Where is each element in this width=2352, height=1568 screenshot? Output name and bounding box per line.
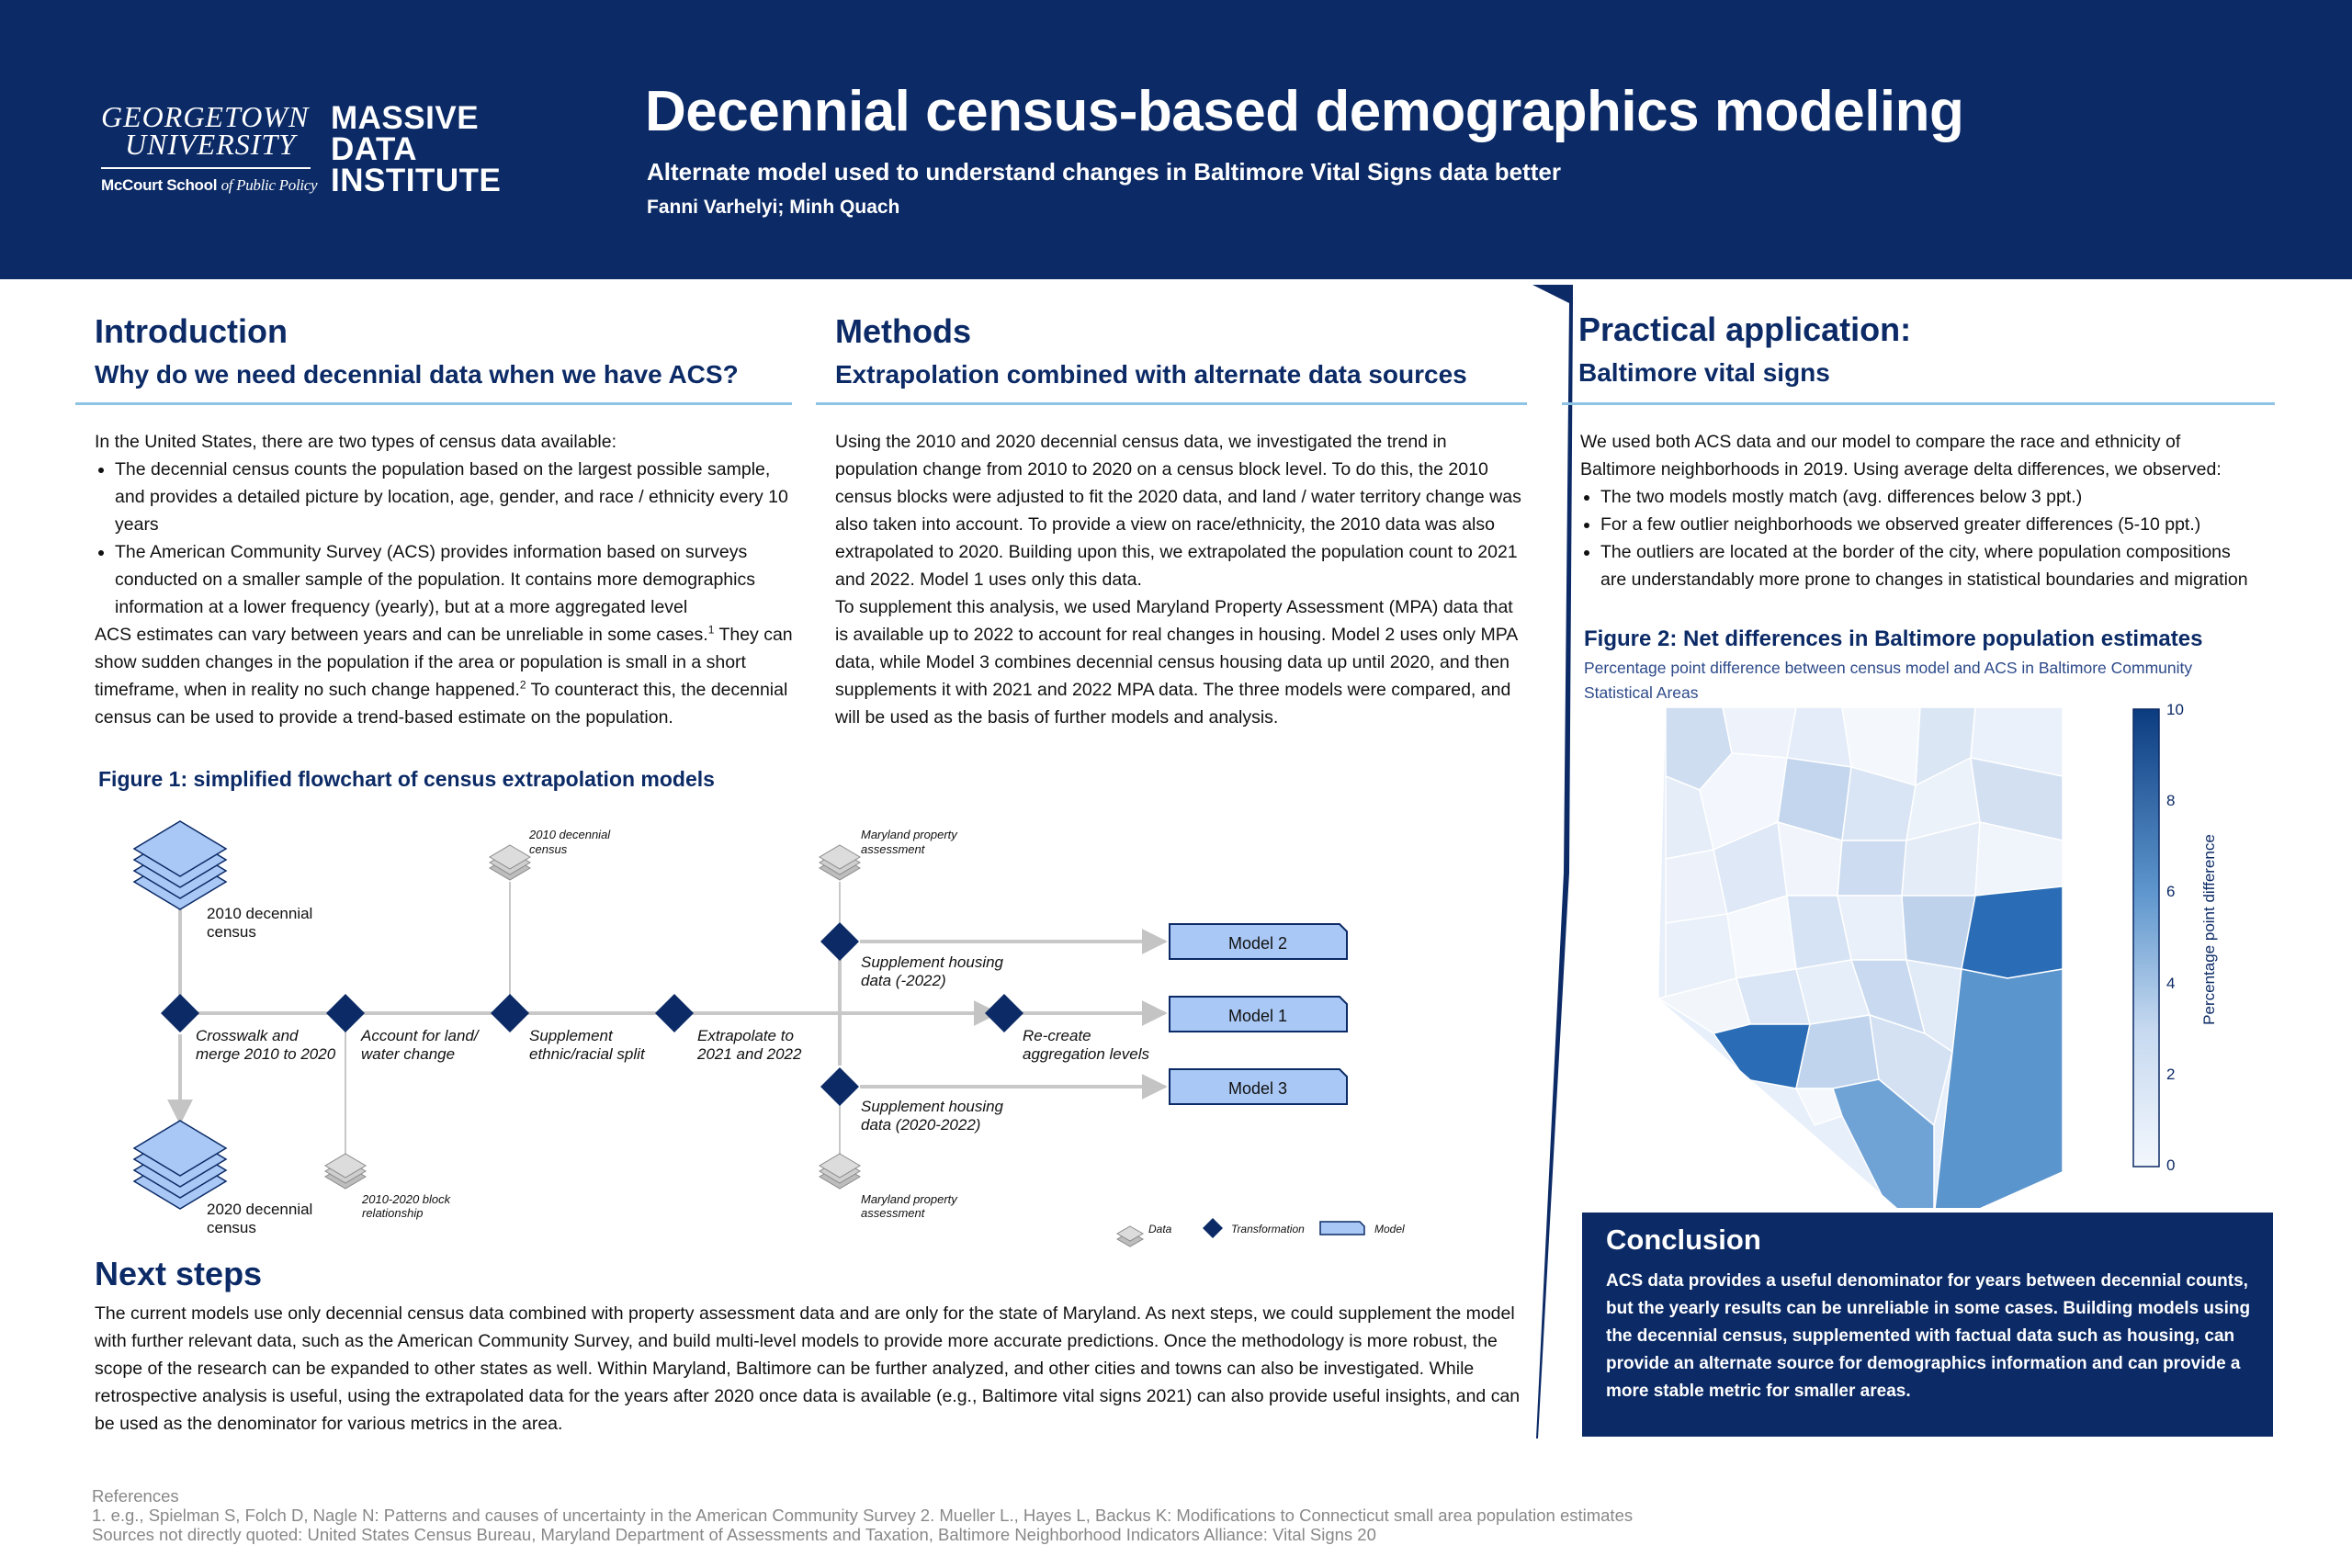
- map-region: [1838, 840, 1906, 896]
- practical-subheading: Baltimore vital signs: [1578, 358, 1830, 387]
- flow-label: 2010 decennial: [207, 905, 313, 922]
- flow-label: water change: [361, 1045, 456, 1063]
- logo-text: INSTITUTE: [331, 163, 502, 198]
- logo-text: UNIVERSITY: [125, 128, 296, 161]
- logo-school-suffix: of Public Policy: [220, 176, 318, 194]
- logo-text: GEORGETOWN: [101, 100, 310, 133]
- intro-heading: Introduction: [95, 312, 288, 350]
- footnote-ref: 1: [707, 623, 715, 637]
- model-3-box: [1170, 1069, 1347, 1104]
- logo-text: DATA: [331, 131, 418, 167]
- logo-school-name: McCourt School: [101, 176, 218, 194]
- list-item: • For a few outlier neighborhoods we observed greater differences (5-10 ppt.): [1600, 511, 2260, 538]
- flow-label: ethnic/racial split: [529, 1045, 645, 1063]
- legend-model-icon: [1320, 1222, 1364, 1235]
- crosswalk-diamond-icon: [161, 994, 199, 1032]
- flow-label: 2021 and 2022: [697, 1045, 802, 1063]
- list-item: • The outliers are located at the border of the city, where population compositions are understandably more prone to changes in statistical boundaries and migration: [1600, 538, 2260, 593]
- flow-label: relationship: [362, 1206, 424, 1220]
- model-label: Model 3: [1227, 1079, 1288, 1098]
- flow-label: 2020 decennial: [207, 1201, 313, 1218]
- colorbar-tick: 10: [2166, 701, 2184, 718]
- supp-housing-bottom-diamond-icon: [820, 1067, 859, 1106]
- land-water-diamond-icon: [326, 994, 365, 1032]
- colorbar: [2122, 698, 2233, 1185]
- model-label: Model 2: [1227, 934, 1288, 953]
- flow-label: Re-create: [1023, 1027, 1091, 1044]
- methods-heading: Methods: [835, 312, 971, 350]
- flow-label: data (2020-2022): [861, 1116, 981, 1134]
- colorbar-tick: 0: [2166, 1156, 2176, 1174]
- flow-label: assessment: [861, 842, 925, 856]
- footnote-ref: 2: [519, 678, 526, 692]
- logo-text: MASSIVE: [331, 100, 480, 136]
- intro-text: They can show sudden changes in the population if the area or population is small in a short timeframe, when in reality no such change happened.: [95, 625, 793, 700]
- practical-body: [1580, 428, 2260, 593]
- flow-label: 2010 decennial: [529, 828, 611, 841]
- census-2010-data-icon: [490, 845, 530, 880]
- intro-text: ACS estimates can vary between years and can be unreliable in some cases.: [95, 625, 708, 645]
- mpa-bottom-data-icon: [820, 1154, 860, 1189]
- flow-label: merge 2010 to 2020: [196, 1045, 336, 1063]
- next-steps-text: The current models use only decennial census data combined with property assessment data and are only for the state of Maryland. As next steps, we could supplement the model with further relevant data, such as the American Community Survey, and build multi-level models to provide more accurate predictions. Once the methodology is more robust, the scope of the research can be expanded to other states as well. Within Maryland, Baltimore can be further analyzed, and other cities and towns can also be investigated. While retrospective analysis is useful, using the extrapolated data for the years after 2020 once data is available (e.g., Baltimore vital signs 2021) can also provide useful insights, and can be used as the denominator for various metrics in the area.: [95, 1303, 1521, 1434]
- practical-rule: [1562, 402, 2275, 405]
- map-region-outlier: [1962, 886, 2063, 978]
- next-steps-heading: Next steps: [95, 1255, 263, 1292]
- figure2-subtitle: Percentage point difference between census model and ACS in Baltimore Community Statistical Areas: [1584, 659, 2193, 702]
- figure2-title: Figure 2: Net differences in Baltimore population estimates: [1584, 626, 2203, 651]
- flow-label: census: [207, 923, 256, 941]
- legend-label: Model: [1374, 1223, 1405, 1235]
- reference-line: Sources not directly quoted: United States Census Bureau, Maryland Department of Assessments and Taxation, Baltimore Neighborhood Indicators Alliance: Vital Signs 20: [92, 1525, 1376, 1544]
- flow-label: Supplement: [529, 1027, 613, 1044]
- practical-heading: Practical application:: [1578, 310, 1912, 348]
- intro-text: To counteract this, the decennial census can be used to provide a trend-based estimate on the population.: [95, 680, 788, 728]
- map-region: [1723, 707, 1796, 758]
- intro-subheading: Why do we need decennial data when we have ACS?: [95, 360, 739, 389]
- model-1-box: [1170, 997, 1347, 1032]
- flow-label: Maryland property: [861, 1192, 957, 1206]
- references-label: References: [92, 1486, 179, 1506]
- poster-authors: Fanni Varhelyi; Minh Quach: [647, 197, 900, 218]
- flow-label: Extrapolate to: [697, 1027, 794, 1044]
- supplement-ethnic-diamond-icon: [491, 994, 529, 1032]
- legend-transformation-icon: [1203, 1218, 1223, 1238]
- next-steps-body: [95, 1300, 1528, 1438]
- map-region: [1787, 707, 1851, 767]
- colorbar-tick: 8: [2166, 792, 2176, 809]
- reference-line: 1. e.g., Spielman S, Folch D, Nagle N: Patterns and causes of uncertainty in the American Community Survey 2. Mueller L., Hayes L, Backus K: Modifications to Connecticut small area population estimates: [92, 1506, 1634, 1525]
- methods-paragraph: Using the 2010 and 2020 decennial census data, we investigated the trend in population change from 2010 to 2020 on a census block level. To do this, the 2010 census blocks were adjusted to fit the 2020 data, and land / water territory change was also taken into account. To provide a view on race/ethnicity, the 2010 data was also extrapolated to 2020. Building upon this, we extrapolated the population count to 2021 and 2022. Model 1 uses only this data.: [835, 432, 1521, 590]
- figure1-title: Figure 1: simplified flowchart of census extrapolation models: [98, 767, 715, 791]
- practical-bullets: [1580, 483, 2260, 593]
- list-item: • The two models mostly match (avg. differences below 3 ppt.): [1600, 483, 2260, 511]
- legend-label: Transformation: [1231, 1223, 1305, 1235]
- practical-lead: We used both ACS data and our model to compare the race and ethnicity of Baltimore neighborhoods in 2019. Using average delta differences, we observed:: [1580, 432, 2222, 479]
- flow-label: Crosswalk and: [196, 1027, 299, 1044]
- mpa-top-data-icon: [820, 845, 860, 880]
- colorbar-tick: 2: [2166, 1066, 2176, 1083]
- intro-lead: In the United States, there are two types of census data available:: [95, 432, 617, 452]
- poster-title: Decennial census-based demographics modeling: [645, 80, 1964, 143]
- flow-label: Maryland property: [861, 828, 957, 841]
- extrapolate-diamond-icon: [655, 994, 694, 1032]
- supp-housing-top-diamond-icon: [820, 922, 859, 961]
- references: [92, 1486, 1633, 1544]
- census-2010-stack-icon: [134, 821, 226, 909]
- methods-paragraph: To supplement this analysis, we used Maryland Property Assessment (MPA) data that is available up to 2022 to account for real changes in housing. Model 2 uses only MPA data, while Model 3 combines decennial census housing data up until 2020, and then supplements it with 2021 and 2022 MPA data. The three models were compared, and will be used as the basis of further models and analysis.: [835, 597, 1518, 728]
- legend-label: Data: [1148, 1223, 1172, 1235]
- model-2-box: [1170, 924, 1347, 959]
- flow-label: Supplement housing: [861, 953, 1004, 971]
- poster-subtitle: Alternate model used to understand changes in Baltimore Vital Signs data better: [647, 158, 1561, 186]
- baltimore-choropleth-map: [1658, 703, 2072, 1208]
- flow-label: assessment: [861, 1206, 925, 1220]
- flow-label: aggregation levels: [1023, 1045, 1149, 1063]
- flow-label: 2010-2020 block: [362, 1192, 451, 1206]
- flowchart-legend: [1117, 1218, 1405, 1247]
- list-item: • The American Community Survey (ACS) provides information based on surveys conducted on a smaller sample of the population. It contains more demographics information at a lower frequency (yearly), but at a more aggregated level: [115, 538, 793, 621]
- flow-label: census: [529, 842, 568, 856]
- census-2020-stack-icon: [134, 1121, 226, 1209]
- recreate-diamond-icon: [985, 994, 1023, 1032]
- column-divider: [1532, 285, 1575, 1442]
- list-item: • The decennial census counts the population based on the largest possible sample, and provides a detailed picture by location, age, gender, and race / ethnicity every 10 years: [115, 456, 793, 538]
- colorbar-tick: 6: [2166, 883, 2176, 900]
- legend-data-icon: [1117, 1226, 1143, 1247]
- flow-label: Supplement housing: [861, 1098, 1004, 1115]
- colorbar-gradient: [2133, 709, 2159, 1167]
- conclusion-heading: Conclusion: [1606, 1224, 1761, 1256]
- methods-subheading: Extrapolation combined with alternate data sources: [835, 360, 1467, 389]
- conclusion-box: [1582, 1213, 2273, 1437]
- colorbar-label: Percentage point difference: [2200, 834, 2218, 1025]
- flow-label: census: [207, 1219, 256, 1236]
- flow-label: Account for land/: [361, 1027, 479, 1044]
- model-label: Model 1: [1227, 1007, 1288, 1025]
- block-relationship-data-icon: [325, 1154, 366, 1189]
- conclusion-text: ACS data provides a useful denominator for years between decennial counts, but the yearly results can be unreliable in some cases. Building models using the decennial census, supplemented with factual data such as housing, can provide an alternate source for demographics information and can provide a more stable metric for smaller areas.: [1606, 1271, 2251, 1401]
- colorbar-tick: 4: [2166, 975, 2176, 992]
- flow-label: data (-2022): [861, 972, 946, 989]
